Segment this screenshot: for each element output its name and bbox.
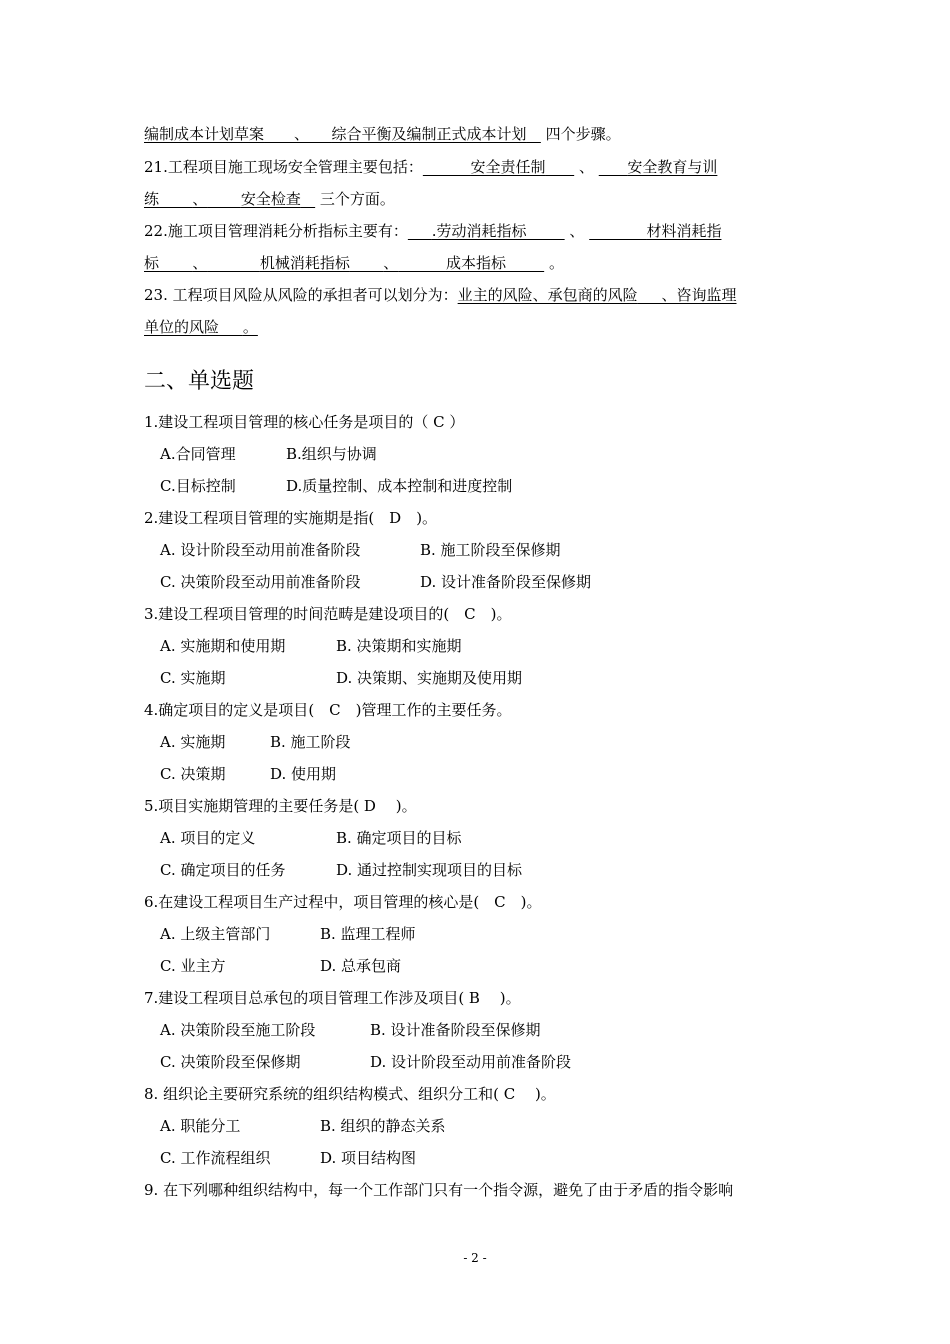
question-6: 6.在建设工程项目生产过程中，项目管理的核心是( C )。 xyxy=(144,893,542,911)
option-d: D. 设计阶段至动用前准备阶段 xyxy=(370,1053,572,1071)
question-text: 23. 工程项目风险从风险的承担者可以划分为： xyxy=(144,286,458,304)
blank-sep: 、 xyxy=(569,222,585,240)
blank-sep: 、 xyxy=(383,254,399,272)
blank-answer: 安全教育与训 xyxy=(627,158,718,176)
option-b: B. 施工阶段 xyxy=(270,733,351,751)
question-3: 3.建设工程项目管理的时间范畴是建设项目的( C )。 xyxy=(144,605,512,623)
question-7: 7.建设工程项目总承包的项目管理工作涉及项目( B )。 xyxy=(144,989,521,1007)
text: 。 xyxy=(548,254,564,272)
option-a: A.合同管理 xyxy=(160,445,236,463)
text: 。 xyxy=(242,318,258,336)
option-d: D. 使用期 xyxy=(270,765,337,783)
question-text: 21.工程项目施工现场安全管理主要包括： xyxy=(144,158,423,176)
blank-sep: 、 xyxy=(192,190,208,208)
option-a: A. 项目的定义 xyxy=(160,829,256,847)
option-b: B. 施工阶段至保修期 xyxy=(420,541,561,559)
blank-answer: 标 xyxy=(144,254,160,272)
blank-answer: 机械消耗指标 xyxy=(259,254,350,272)
option-a: A. 实施期 xyxy=(160,733,226,751)
fill-line-1 xyxy=(144,124,808,144)
q23-line-1 xyxy=(144,285,808,305)
blank-answer: 安全责任制 xyxy=(470,158,546,176)
option-b: B. 确定项目的目标 xyxy=(336,829,462,847)
page-number: - 2 - xyxy=(463,1251,487,1265)
option-d: D. 设计准备阶段至保修期 xyxy=(420,573,592,591)
q21-line-1 xyxy=(144,157,808,177)
blank-answer: .劳动消耗指标 xyxy=(431,222,527,240)
blank-answer: 业主的风险、承包商的风险 xyxy=(457,286,638,304)
option-c: C. 业主方 xyxy=(160,957,226,975)
option-d: D. 决策期、实施期及使用期 xyxy=(336,669,523,687)
blank-sep: 、 xyxy=(264,125,332,143)
q22-line-1 xyxy=(144,221,808,241)
option-a: A. 职能分工 xyxy=(160,1117,241,1135)
blank-answer: 成本指标 xyxy=(445,254,506,272)
question-5: 5.项目实施期管理的主要任务是( D )。 xyxy=(144,797,417,815)
text: 三个方面。 xyxy=(319,190,395,208)
q23-line-2 xyxy=(144,317,808,337)
option-b: B. 设计准备阶段至保修期 xyxy=(370,1021,541,1039)
section-title: 二、单选题 xyxy=(144,369,255,394)
blank-answer: 综合平衡及编制正式成本计划 xyxy=(331,125,527,143)
blank-answer: 编制成本计划草案 xyxy=(144,125,265,143)
option-a: A. 实施期和使用期 xyxy=(160,637,286,655)
question-2: 2.建设工程项目管理的实施期是指( D )。 xyxy=(144,509,438,527)
option-d: D.质量控制、成本控制和进度控制 xyxy=(286,477,513,495)
blank-answer: 练 xyxy=(144,190,160,208)
option-c: C. 工作流程组织 xyxy=(160,1149,271,1167)
blank-sep: 、咨询监理 xyxy=(661,286,737,304)
option-b: B. 决策期和实施期 xyxy=(336,637,462,655)
question-1: 1.建设工程项目管理的核心任务是项目的（ C ） xyxy=(144,413,465,431)
blank-answer: 安全检查 xyxy=(240,190,301,208)
question-9: 9. 在下列哪种组织结构中，每一个工作部门只有一个指令源，避免了由于矛盾的指令影响 xyxy=(144,1181,734,1199)
question-4: 4.确定项目的定义是项目( C )管理工作的主要任务。 xyxy=(144,701,512,719)
option-a: A. 设计阶段至动用前准备阶段 xyxy=(160,541,361,559)
option-b: B. 监理工程师 xyxy=(320,925,416,943)
blank-sep: 、 xyxy=(578,158,594,176)
option-c: C. 决策阶段至动用前准备阶段 xyxy=(160,573,361,591)
question-8: 8. 组织论主要研究系统的组织结构模式、组织分工和( C )。 xyxy=(144,1085,556,1103)
option-d: D. 总承包商 xyxy=(320,957,402,975)
blank-answer: 单位的风险 xyxy=(144,318,220,336)
option-c: C. 实施期 xyxy=(160,669,226,687)
option-b: B. 组织的静态关系 xyxy=(320,1117,446,1135)
blank-sep: 、 xyxy=(192,254,208,272)
option-c: C.目标控制 xyxy=(160,477,236,495)
q21-line-2 xyxy=(144,189,808,209)
question-text: 22.施工项目管理消耗分析指标主要有： xyxy=(144,222,408,240)
option-c: C. 确定项目的任务 xyxy=(160,861,286,879)
q22-line-2 xyxy=(144,253,808,273)
option-c: C. 决策期 xyxy=(160,765,226,783)
text: 四个步骤。 xyxy=(545,125,621,143)
option-c: C. 决策阶段至保修期 xyxy=(160,1053,301,1071)
option-a: A. 决策阶段至施工阶段 xyxy=(160,1021,316,1039)
option-d: D. 通过控制实现项目的目标 xyxy=(336,861,523,879)
blank-answer: 材料消耗指 xyxy=(646,222,722,240)
option-d: D. 项目结构图 xyxy=(320,1149,417,1167)
option-a: A. 上级主管部门 xyxy=(160,925,271,943)
option-b: B.组织与协调 xyxy=(286,445,377,463)
